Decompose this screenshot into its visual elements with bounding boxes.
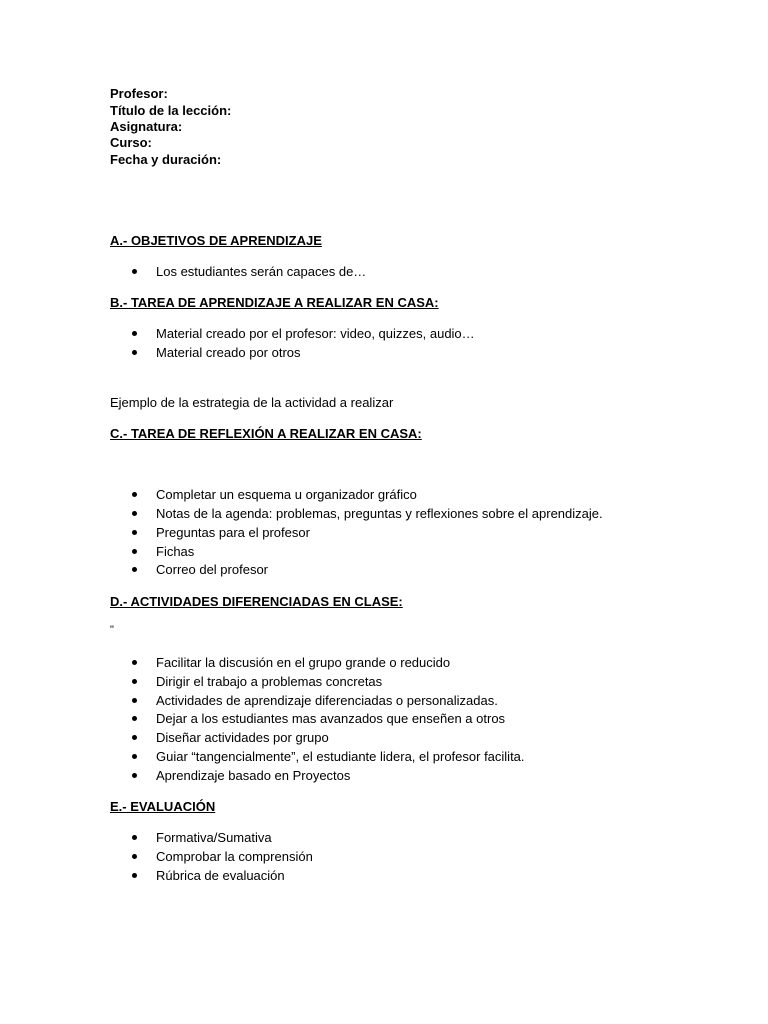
bullet-icon bbox=[132, 716, 137, 721]
bullet-icon bbox=[132, 350, 137, 355]
section-e-item: Rúbrica de evaluación bbox=[156, 868, 285, 883]
section-c-item: Preguntas para el profesor bbox=[156, 525, 310, 540]
field-asignatura: Asignatura: bbox=[110, 119, 183, 134]
bullet-icon bbox=[132, 549, 137, 554]
field-profesor: Profesor: bbox=[110, 86, 168, 101]
bullet-icon bbox=[132, 854, 137, 859]
section-a-title: A.- OBJETIVOS DE APRENDIZAJE bbox=[110, 233, 322, 248]
section-b-title: B.- TAREA DE APRENDIZAJE A REALIZAR EN CASA: bbox=[110, 295, 439, 310]
section-d-item: Facilitar la discusión en el grupo grande o reducido bbox=[156, 655, 451, 670]
section-e-item: Comprobar la comprensión bbox=[156, 849, 313, 864]
section-c-item: Correo del profesor bbox=[156, 562, 268, 577]
section-d-item: Diseñar actividades por grupo bbox=[156, 730, 329, 745]
section-b-note: Ejemplo de la estrategia de la actividad a realizar bbox=[110, 395, 394, 410]
section-c-item: Notas de la agenda: problemas, preguntas y reflexiones sobre el aprendizaje. bbox=[156, 506, 603, 521]
section-d-item: Actividades de aprendizaje diferenciadas o personalizadas. bbox=[156, 693, 498, 708]
bullet-icon bbox=[132, 773, 137, 778]
field-titulo: Título de la lección: bbox=[110, 103, 232, 118]
section-b-item: Material creado por otros bbox=[156, 345, 301, 360]
section-a-item: Los estudiantes serán capaces de… bbox=[156, 264, 367, 279]
section-c-item: Completar un esquema u organizador gráfico bbox=[156, 487, 417, 502]
bullet-icon bbox=[132, 873, 137, 878]
section-d-mark: " bbox=[110, 624, 114, 636]
field-curso: Curso: bbox=[110, 135, 152, 150]
bullet-icon bbox=[132, 698, 137, 703]
bullet-icon bbox=[132, 530, 137, 535]
field-fecha: Fecha y duración: bbox=[110, 152, 222, 167]
section-d-title: D.- ACTIVIDADES DIFERENCIADAS EN CLASE: bbox=[110, 594, 403, 609]
section-d-item: Guiar “tangencialmente”, el estudiante lidera, el profesor facilita. bbox=[156, 749, 525, 764]
bullet-icon bbox=[132, 754, 137, 759]
section-e-item: Formativa/Sumativa bbox=[156, 830, 272, 845]
section-c-item: Fichas bbox=[156, 544, 195, 559]
bullet-icon bbox=[132, 735, 137, 740]
bullet-icon bbox=[132, 511, 137, 516]
section-b-item: Material creado por el profesor: video, quizzes, audio… bbox=[156, 326, 475, 341]
bullet-icon bbox=[132, 492, 137, 497]
bullet-icon bbox=[132, 331, 137, 336]
bullet-icon bbox=[132, 567, 137, 572]
section-d-item: Dirigir el trabajo a problemas concretas bbox=[156, 674, 383, 689]
bullet-icon bbox=[132, 679, 137, 684]
bullet-icon bbox=[132, 269, 137, 274]
bullet-icon bbox=[132, 660, 137, 665]
section-e-title: E.- EVALUACIÓN bbox=[110, 799, 216, 814]
section-d-item: Aprendizaje basado en Proyectos bbox=[156, 768, 351, 783]
section-d-item: Dejar a los estudiantes mas avanzados que enseñen a otros bbox=[156, 711, 506, 726]
bullet-icon bbox=[132, 835, 137, 840]
section-c-title: C.- TAREA DE REFLEXIÓN A REALIZAR EN CASA: bbox=[110, 426, 422, 441]
